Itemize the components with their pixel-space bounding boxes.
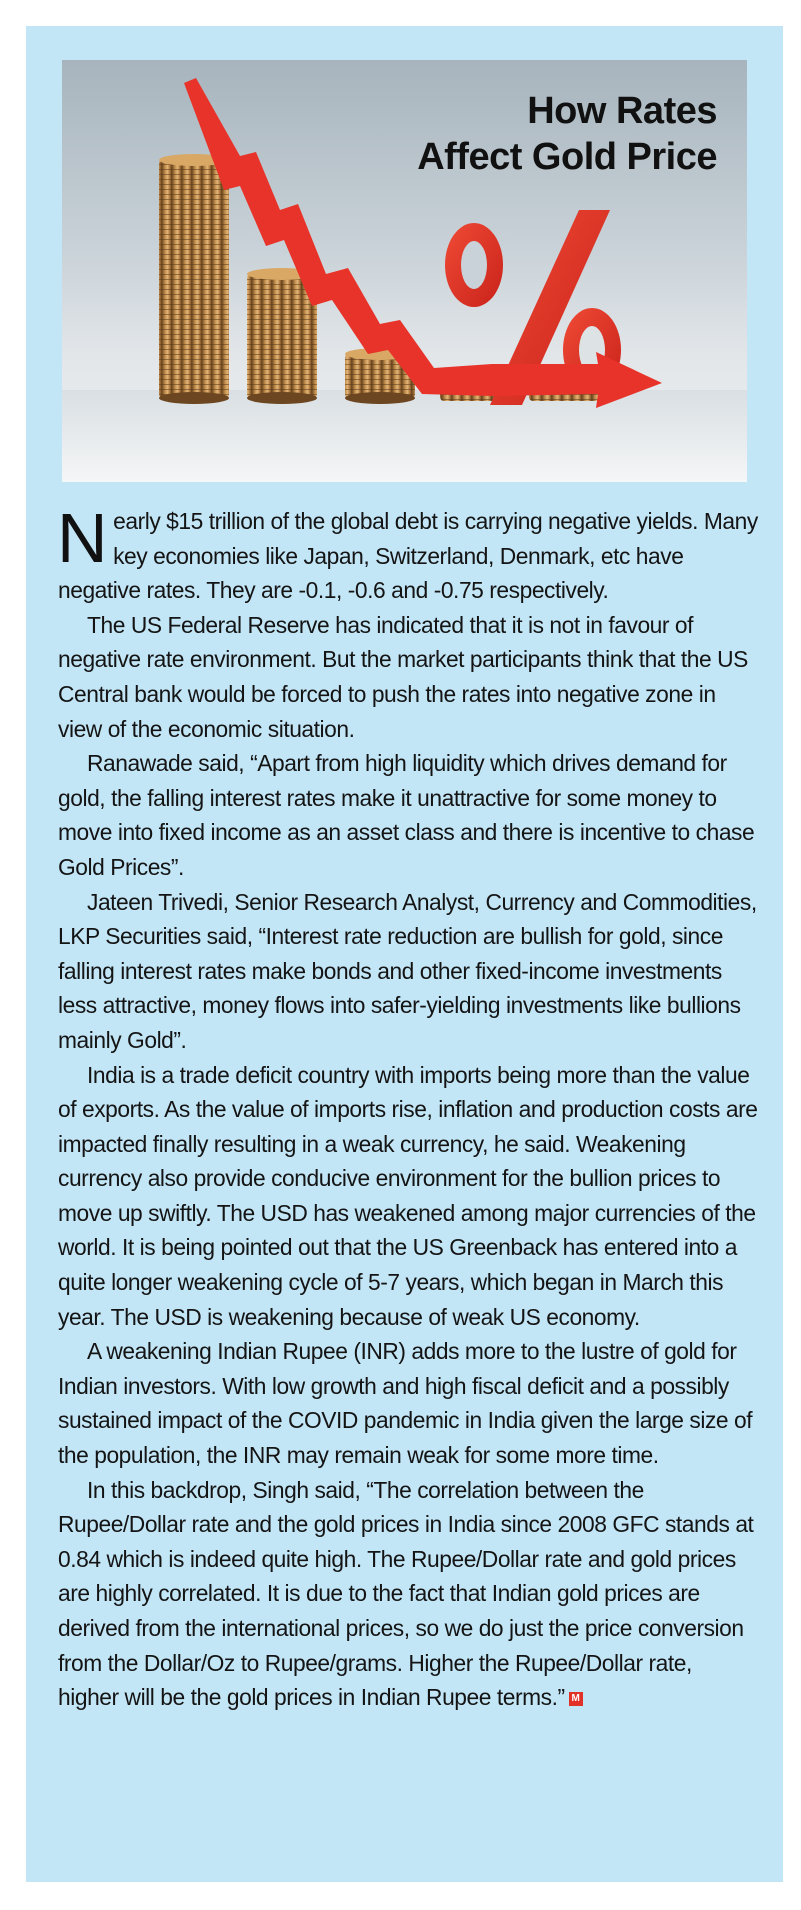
hero-title <box>417 88 717 180</box>
coin-stack-1 <box>159 154 229 404</box>
article-body <box>57 499 758 1715</box>
paragraph-1-text: early $15 trillion of the global debt is carrying negative yields. Many key economies like Japan, Switzerland, Denmark, etc have negative rates. They are -0.1, -0.6 and -0.75 respectively. <box>58 508 758 604</box>
hero-image <box>62 60 747 482</box>
paragraph-6: A weakening Indian Rupee (INR) adds more to the lustre of gold for Indian investors. With low growth and high fiscal deficit and a possibly sustained impact of the COVID pandemic in India given the large size of the population, the INR may remain weak for some more time. <box>58 1338 753 1469</box>
paragraph-1 <box>57 499 758 608</box>
hero-title-line1: How Rates <box>527 90 717 132</box>
end-mark-icon: M <box>569 1692 583 1706</box>
hero-title-line2: Affect Gold Price <box>417 136 717 178</box>
drop-cap: N <box>57 499 108 577</box>
paragraph-3: Ranawade said, “Apart from high liquidity which drives demand for gold, the falling interest rates make it unattractive for some money to move into fixed income as an asset class and there is incentive to chase Gold Prices”. <box>58 750 755 880</box>
paragraph-7-text: In this backdrop, Singh said, “The correlation between the Rupee/Dollar rate and the gold prices in India since 2008 GFC stands at 0.84 which is indeed quite high. The Rupee/Dollar rate and gold prices are highly correlated. It is due to the fact that Indian gold prices are derived from the international prices, so we do just the price conversion from the Dollar/Oz to Rupee/grams. Higher the Rupee/Dollar rate, higher will be the gold prices in Indian Rupee terms.” <box>58 1476 754 1711</box>
paragraph-2: The US Federal Reserve has indicated that it is not in favour of negative rate environment. But the market participants think that the US Central bank would be forced to push the rates into negative zone in view of the economic situation. <box>58 611 748 742</box>
paragraph-7 <box>58 1473 758 1715</box>
paragraph-5: India is a trade deficit country with imports being more than the value of exports. As the value of imports rise, inflation and production costs are impacted finally resulting in a weak currency, he said. Weakening currency also provide conducive environment for the bullion prices to move up swiftly. The USD has weakened among major currencies of the world. It is being pointed out that the US Greenback has entered into a quite longer weakening cycle of 5-7 years, which began in March this year. The USD is weakening because of weak US economy. <box>58 1061 758 1330</box>
paragraph-4: Jateen Trivedi, Senior Research Analyst, Currency and Commodities, LKP Securities said, “Interest rate reduction are bullish for gold, since falling interest rates make bonds and other fixed-income investments less attractive, money flows into safer-yielding investments like bullions mainly Gold”. <box>58 888 757 1053</box>
sidebar-box <box>26 26 783 1882</box>
